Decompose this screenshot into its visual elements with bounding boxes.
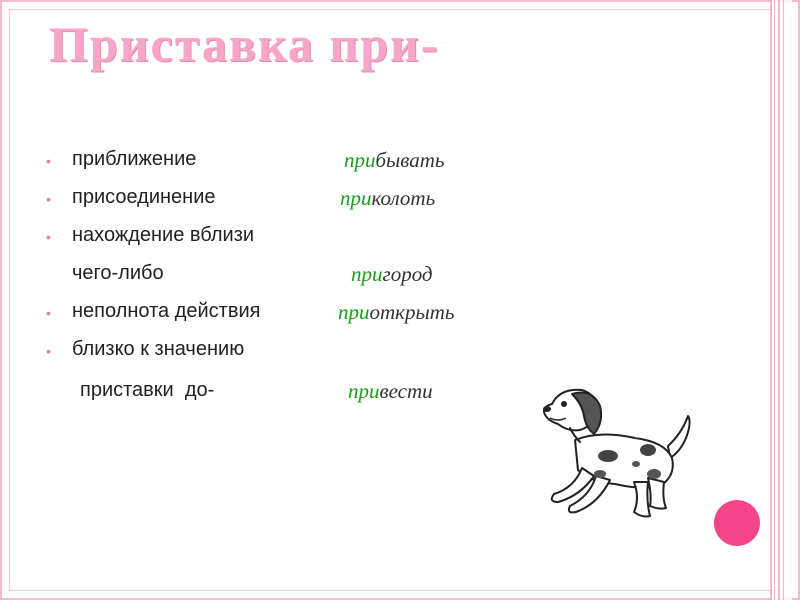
example-word — [351, 262, 433, 287]
meaning-term: неполнота действия — [72, 300, 261, 322]
example-rest: открыть — [369, 300, 455, 324]
list-item — [0, 224, 700, 254]
meaning-term: приближение — [72, 148, 197, 170]
example-prefix: при — [338, 300, 370, 324]
decorative-pink-dot — [714, 500, 760, 546]
example-prefix: при — [340, 186, 372, 210]
list-item — [0, 300, 700, 330]
example-word — [340, 186, 435, 211]
bullet-icon: • — [46, 343, 51, 359]
meaning-term: нахождение вблизи — [72, 224, 255, 246]
list-item — [0, 186, 700, 216]
example-word — [344, 148, 444, 173]
meaning-term: присоединение — [72, 186, 216, 208]
example-word — [348, 379, 433, 404]
example-prefix: при — [344, 148, 376, 172]
bullet-icon: • — [46, 305, 51, 321]
meaning-term: приставки до- — [80, 379, 215, 401]
meaning-term: близко к значению — [72, 338, 245, 360]
decorative-stripes — [770, 0, 792, 600]
dog-illustration — [530, 378, 700, 528]
list-item — [0, 148, 700, 178]
example-rest: колоть — [371, 186, 436, 210]
example-word — [338, 300, 454, 325]
slide-title: Приставка при- — [49, 16, 440, 72]
example-rest: город — [382, 262, 433, 286]
list-item-continuation — [0, 262, 700, 292]
example-rest: вести — [379, 379, 433, 403]
bullet-icon: • — [46, 229, 51, 245]
bullet-icon: • — [46, 153, 51, 169]
example-prefix: при — [348, 379, 380, 403]
example-rest: бывать — [375, 148, 445, 172]
bullet-icon: • — [46, 191, 51, 207]
meaning-term: чего-либо — [72, 262, 164, 284]
example-prefix: при — [351, 262, 383, 286]
list-item — [0, 338, 700, 368]
